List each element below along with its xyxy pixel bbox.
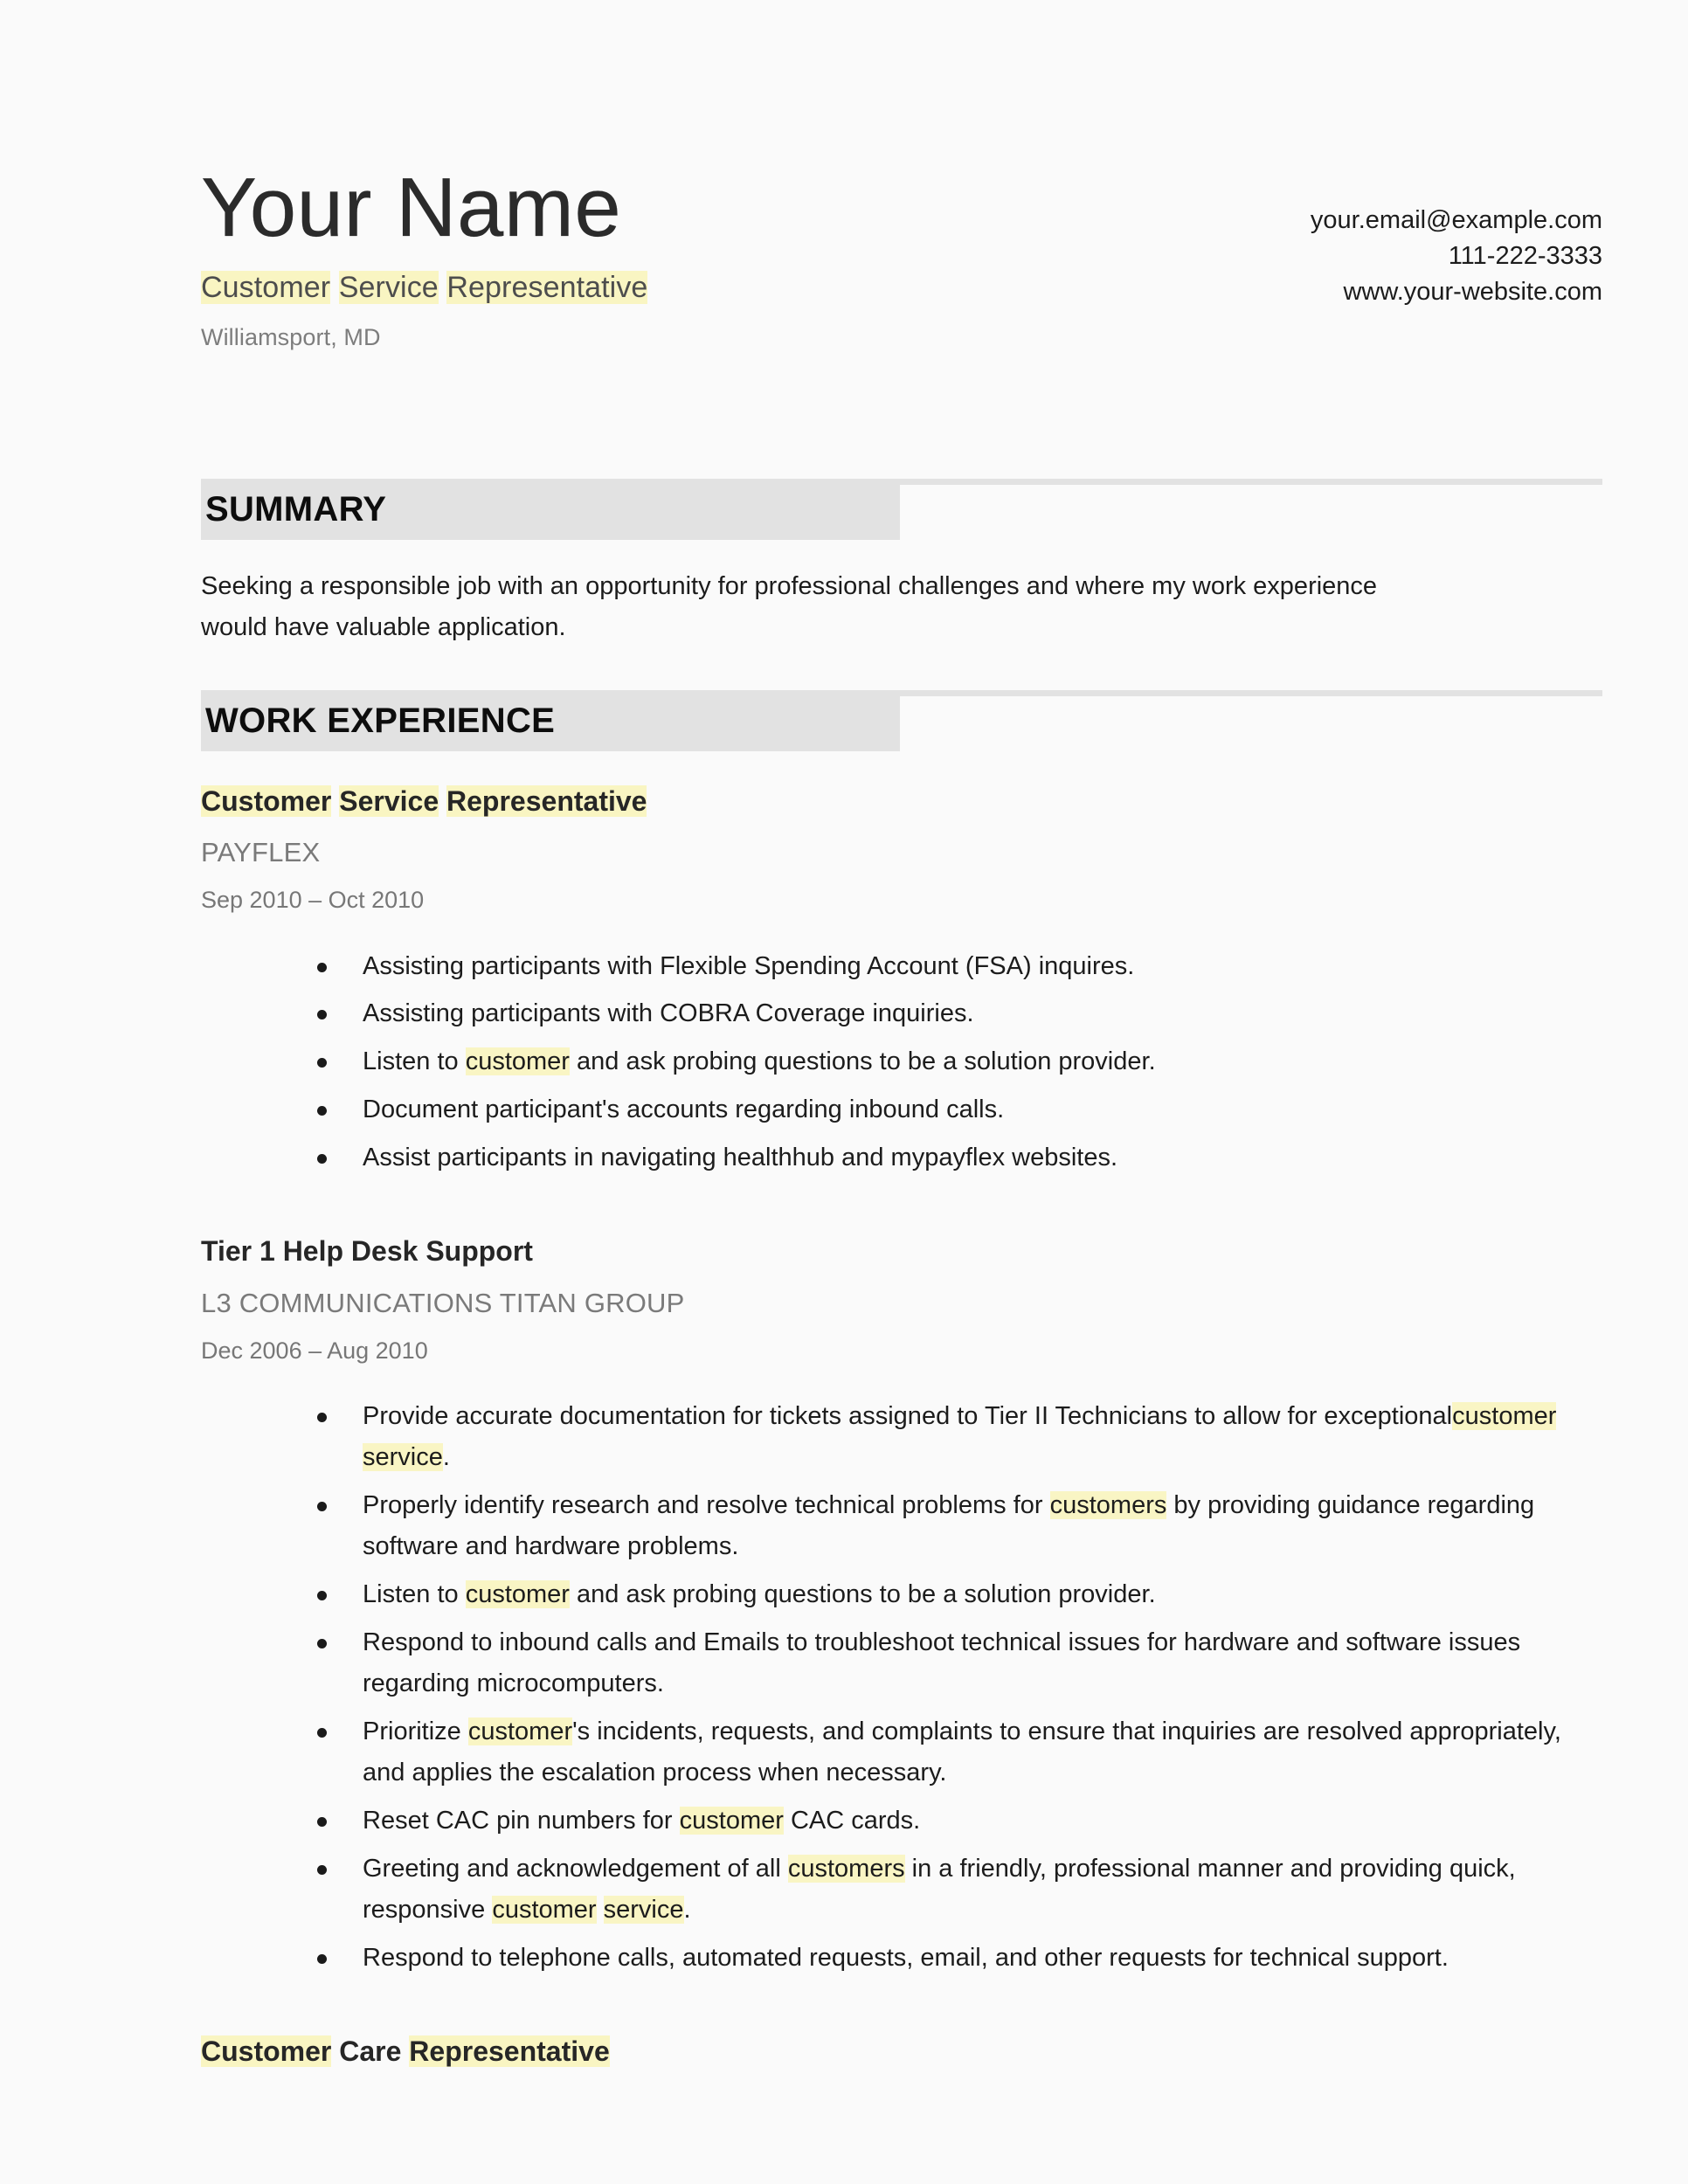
- contact-email[interactable]: your.email@example.com: [1310, 206, 1602, 234]
- job-entry: [201, 783, 1602, 1178]
- list-item: Assisting participants with Flexible Spending Account (FSA) inquires.: [201, 946, 1590, 987]
- list-item: Respond to inbound calls and Emails to troubleshoot technical issues for hardware and software issues regarding microcomputers.: [201, 1622, 1590, 1704]
- candidate-location: Williamsport, MD: [201, 323, 381, 350]
- job-title: Tier 1 Help Desk Support: [201, 1235, 533, 1268]
- highlighted-keyword: Representative: [446, 784, 647, 817]
- list-item: Listen to customer and ask probing questions to be a solution provider.: [201, 1041, 1590, 1082]
- list-item: Assist participants in navigating healthhub and mypayflex websites.: [201, 1137, 1590, 1178]
- job-title: Customer Care Representative: [201, 2035, 610, 2067]
- list-item: Document participant's accounts regarding inbound calls.: [201, 1089, 1590, 1130]
- highlighted-keyword: Representative: [446, 271, 648, 304]
- highlighted-keyword: Service: [339, 784, 439, 817]
- job-dates: Dec 2006 – Aug 2010: [201, 1337, 428, 1364]
- job-title: [201, 783, 1602, 820]
- job-entry: [201, 1233, 1602, 1978]
- job-responsibilities: [201, 1396, 1602, 1979]
- job-dates: Sep 2010 – Oct 2010: [201, 887, 425, 914]
- contact-website[interactable]: www.your-website.com: [1343, 278, 1602, 307]
- highlighted-keyword: customer: [467, 1717, 573, 1745]
- highlighted-keyword: customer: [679, 1806, 784, 1835]
- highlighted-keyword: Service: [338, 271, 439, 304]
- highlighted-keyword: service: [603, 1895, 684, 1924]
- section-title-summary: SUMMARY: [205, 490, 387, 529]
- highlighted-keyword: customer: [492, 1895, 597, 1924]
- highlighted-keyword: Customer: [201, 271, 331, 304]
- job-responsibilities: [201, 946, 1602, 1179]
- list-item: Reset CAC pin numbers for customer CAC cards.: [201, 1800, 1590, 1842]
- list-item: Prioritize customer's incidents, requests, and complaints to ensure that inquiries are resolved appropriately, and applies the escalation process when necessary.: [201, 1711, 1590, 1794]
- list-item: Assisting participants with COBRA Coverage inquiries.: [201, 993, 1590, 1034]
- list-item: Greeting and acknowledgement of all customers in a friendly, professional manner and providing quick, responsive customer service.: [201, 1849, 1590, 1931]
- highlighted-keyword: Representative: [409, 2035, 610, 2067]
- section-title-work-experience: WORK EXPERIENCE: [205, 701, 556, 740]
- highlighted-keyword: customers: [1049, 1490, 1167, 1519]
- section-header-work-experience: [201, 690, 1602, 751]
- highlighted-keyword: service: [363, 1442, 443, 1471]
- highlighted-keyword: Customer: [201, 784, 332, 817]
- job-company: L3 COMMUNICATIONS TITAN GROUP: [201, 1287, 685, 1318]
- job-entry: [201, 2033, 1602, 2070]
- list-item: Respond to telephone calls, automated requests, email, and other requests for technical support.: [201, 1938, 1590, 1979]
- contact-phone[interactable]: 111-222-3333: [1448, 242, 1602, 271]
- page-bottom-spacer: [201, 2070, 1602, 2175]
- highlighted-keyword: customer: [465, 1579, 570, 1608]
- list-item: Properly identify research and resolve technical problems for customers by providing guidance regarding software and hardware problems.: [201, 1485, 1590, 1567]
- highlighted-keyword: customer: [465, 1047, 570, 1076]
- contact-block: [1311, 203, 1602, 311]
- job-company: PAYFLEX: [201, 837, 321, 868]
- list-item: Provide accurate documentation for tickets assigned to Tier II Technicians to allow for exceptionalcustomer service.: [201, 1396, 1590, 1478]
- candidate-name: Your Name: [201, 161, 622, 254]
- highlighted-keyword: customers: [787, 1854, 905, 1883]
- resume-content: [201, 0, 1602, 2175]
- highlighted-keyword: customer: [1452, 1401, 1557, 1430]
- section-header-summary: [201, 479, 1602, 540]
- list-item: Listen to customer and ask probing questions to be a solution provider.: [201, 1574, 1590, 1615]
- summary-text: Seeking a responsible job with an opportunity for professional challenges and where my work experience would have valuable application.: [201, 572, 1378, 641]
- highlighted-keyword: Customer: [201, 2035, 332, 2067]
- resume-header: [201, 0, 1602, 437]
